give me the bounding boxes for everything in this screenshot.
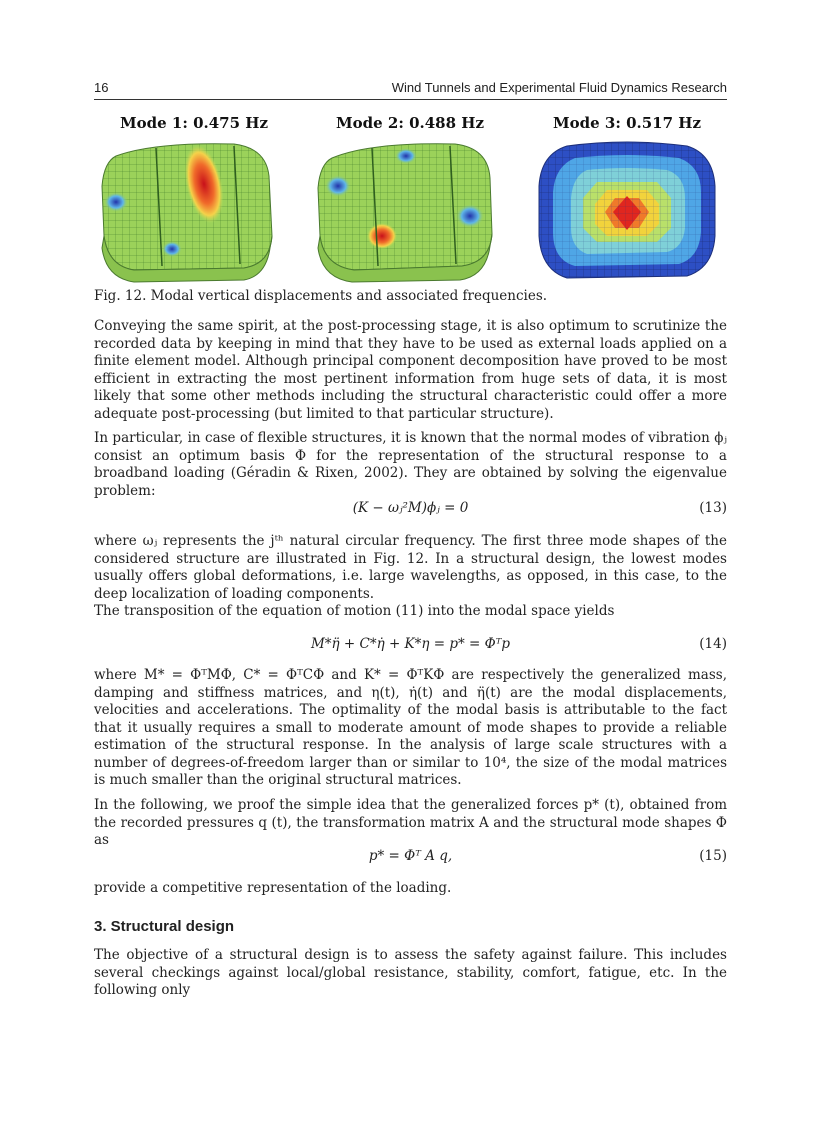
- equation-15-body: p* = Φᵀ A q,: [368, 848, 453, 864]
- equation-13-number: (13): [699, 500, 727, 516]
- mode-2-plot: [310, 136, 510, 286]
- running-header: [94, 79, 727, 100]
- mode-2-panel: [310, 110, 510, 285]
- equation-15-number: (15): [699, 848, 727, 864]
- paragraph-5: where M* = ΦᵀMΦ, C* = ΦᵀCΦ and K* = ΦᵀKΦ are respectively the generalized mass, damping and stiffness matrices, and η(t), η̇(t) and η̈(t) are the modal displacements, velocities and accelerations. The optimality of the modal basis is attributable to the fact that it usually requires a small to moderate amount of mode shapes to provide a reliable estimation of the structural response. In the analysis of large scale structures with a number of degrees-of-freedom larger than or similar to 10⁴, the size of the modal matrices is much smaller than the original structural matrices.: [94, 667, 727, 788]
- equation-14-number: (14): [699, 636, 727, 652]
- equation-14: [94, 636, 727, 656]
- mode-1-panel: [94, 110, 294, 285]
- paragraph-7: provide a competitive representation of the loading.: [94, 880, 452, 896]
- figure-caption: Fig. 12. Modal vertical displacements and associated frequencies.: [94, 288, 548, 304]
- equation-15: [94, 848, 727, 868]
- running-title: Wind Tunnels and Experimental Fluid Dynamics Research: [391, 80, 727, 95]
- paragraph-1: Conveying the same spirit, at the post-processing stage, it is also optimum to scrutinize the recorded data by keeping in mind that they have to be used as external loads applied on a finite element model. Although principal component decomposition have proved to be most efficient in extracting the most pertinent information from huge sets of data, it is most likely that some other methods including the structural characteristic could offer a more adequate post-processing (but limited to that particular structure).: [94, 318, 727, 422]
- section-heading: 3. Structural design: [94, 918, 235, 935]
- paragraph-8: The objective of a structural design is to assess the safety against failure. This includes several checkings against local/global resistance, stability, comfort, fatigue, etc. In the following only: [94, 947, 727, 998]
- paragraph-2: In particular, in case of flexible structures, it is known that the normal modes of vibration ϕⱼ consist an optimum basis Φ for the representation of the structural response to a broadband loading (Géradin & Rixen, 2002). They are obtained by solving the eigenvalue problem:: [94, 430, 727, 499]
- mode-3-title: Mode 3: 0.517 Hz: [553, 114, 701, 132]
- equation-14-body: M*η̈ + C*η̇ + K*η = p* = Φᵀp: [310, 636, 511, 652]
- mode-3-plot: [527, 136, 727, 286]
- page-number: 16: [94, 80, 109, 95]
- mode-3-panel: [527, 110, 727, 285]
- equation-13: [94, 500, 727, 520]
- paragraph-6: In the following, we proof the simple idea that the generalized forces p* (t), obtained from the recorded pressures q (t), the transformation matrix A and the structural mode shapes Φ as: [94, 797, 727, 848]
- mode-1-plot: [94, 136, 294, 286]
- mode-2-title: Mode 2: 0.488 Hz: [336, 114, 484, 132]
- figure-12: [94, 110, 727, 285]
- paragraph-4: The transposition of the equation of motion (11) into the modal space yields: [94, 603, 615, 619]
- paragraph-3: where ωⱼ represents the jᵗʰ natural circular frequency. The first three mode shapes of the considered structure are illustrated in Fig. 12. In a structural design, the lowest modes usually offers global deformations, i.e. large wavelengths, as opposed, in this case, to the deep localization of loading components.: [94, 533, 727, 602]
- equation-13-body: (K − ωⱼ²M)ϕⱼ = 0: [352, 500, 469, 516]
- mode-1-title: Mode 1: 0.475 Hz: [120, 114, 268, 132]
